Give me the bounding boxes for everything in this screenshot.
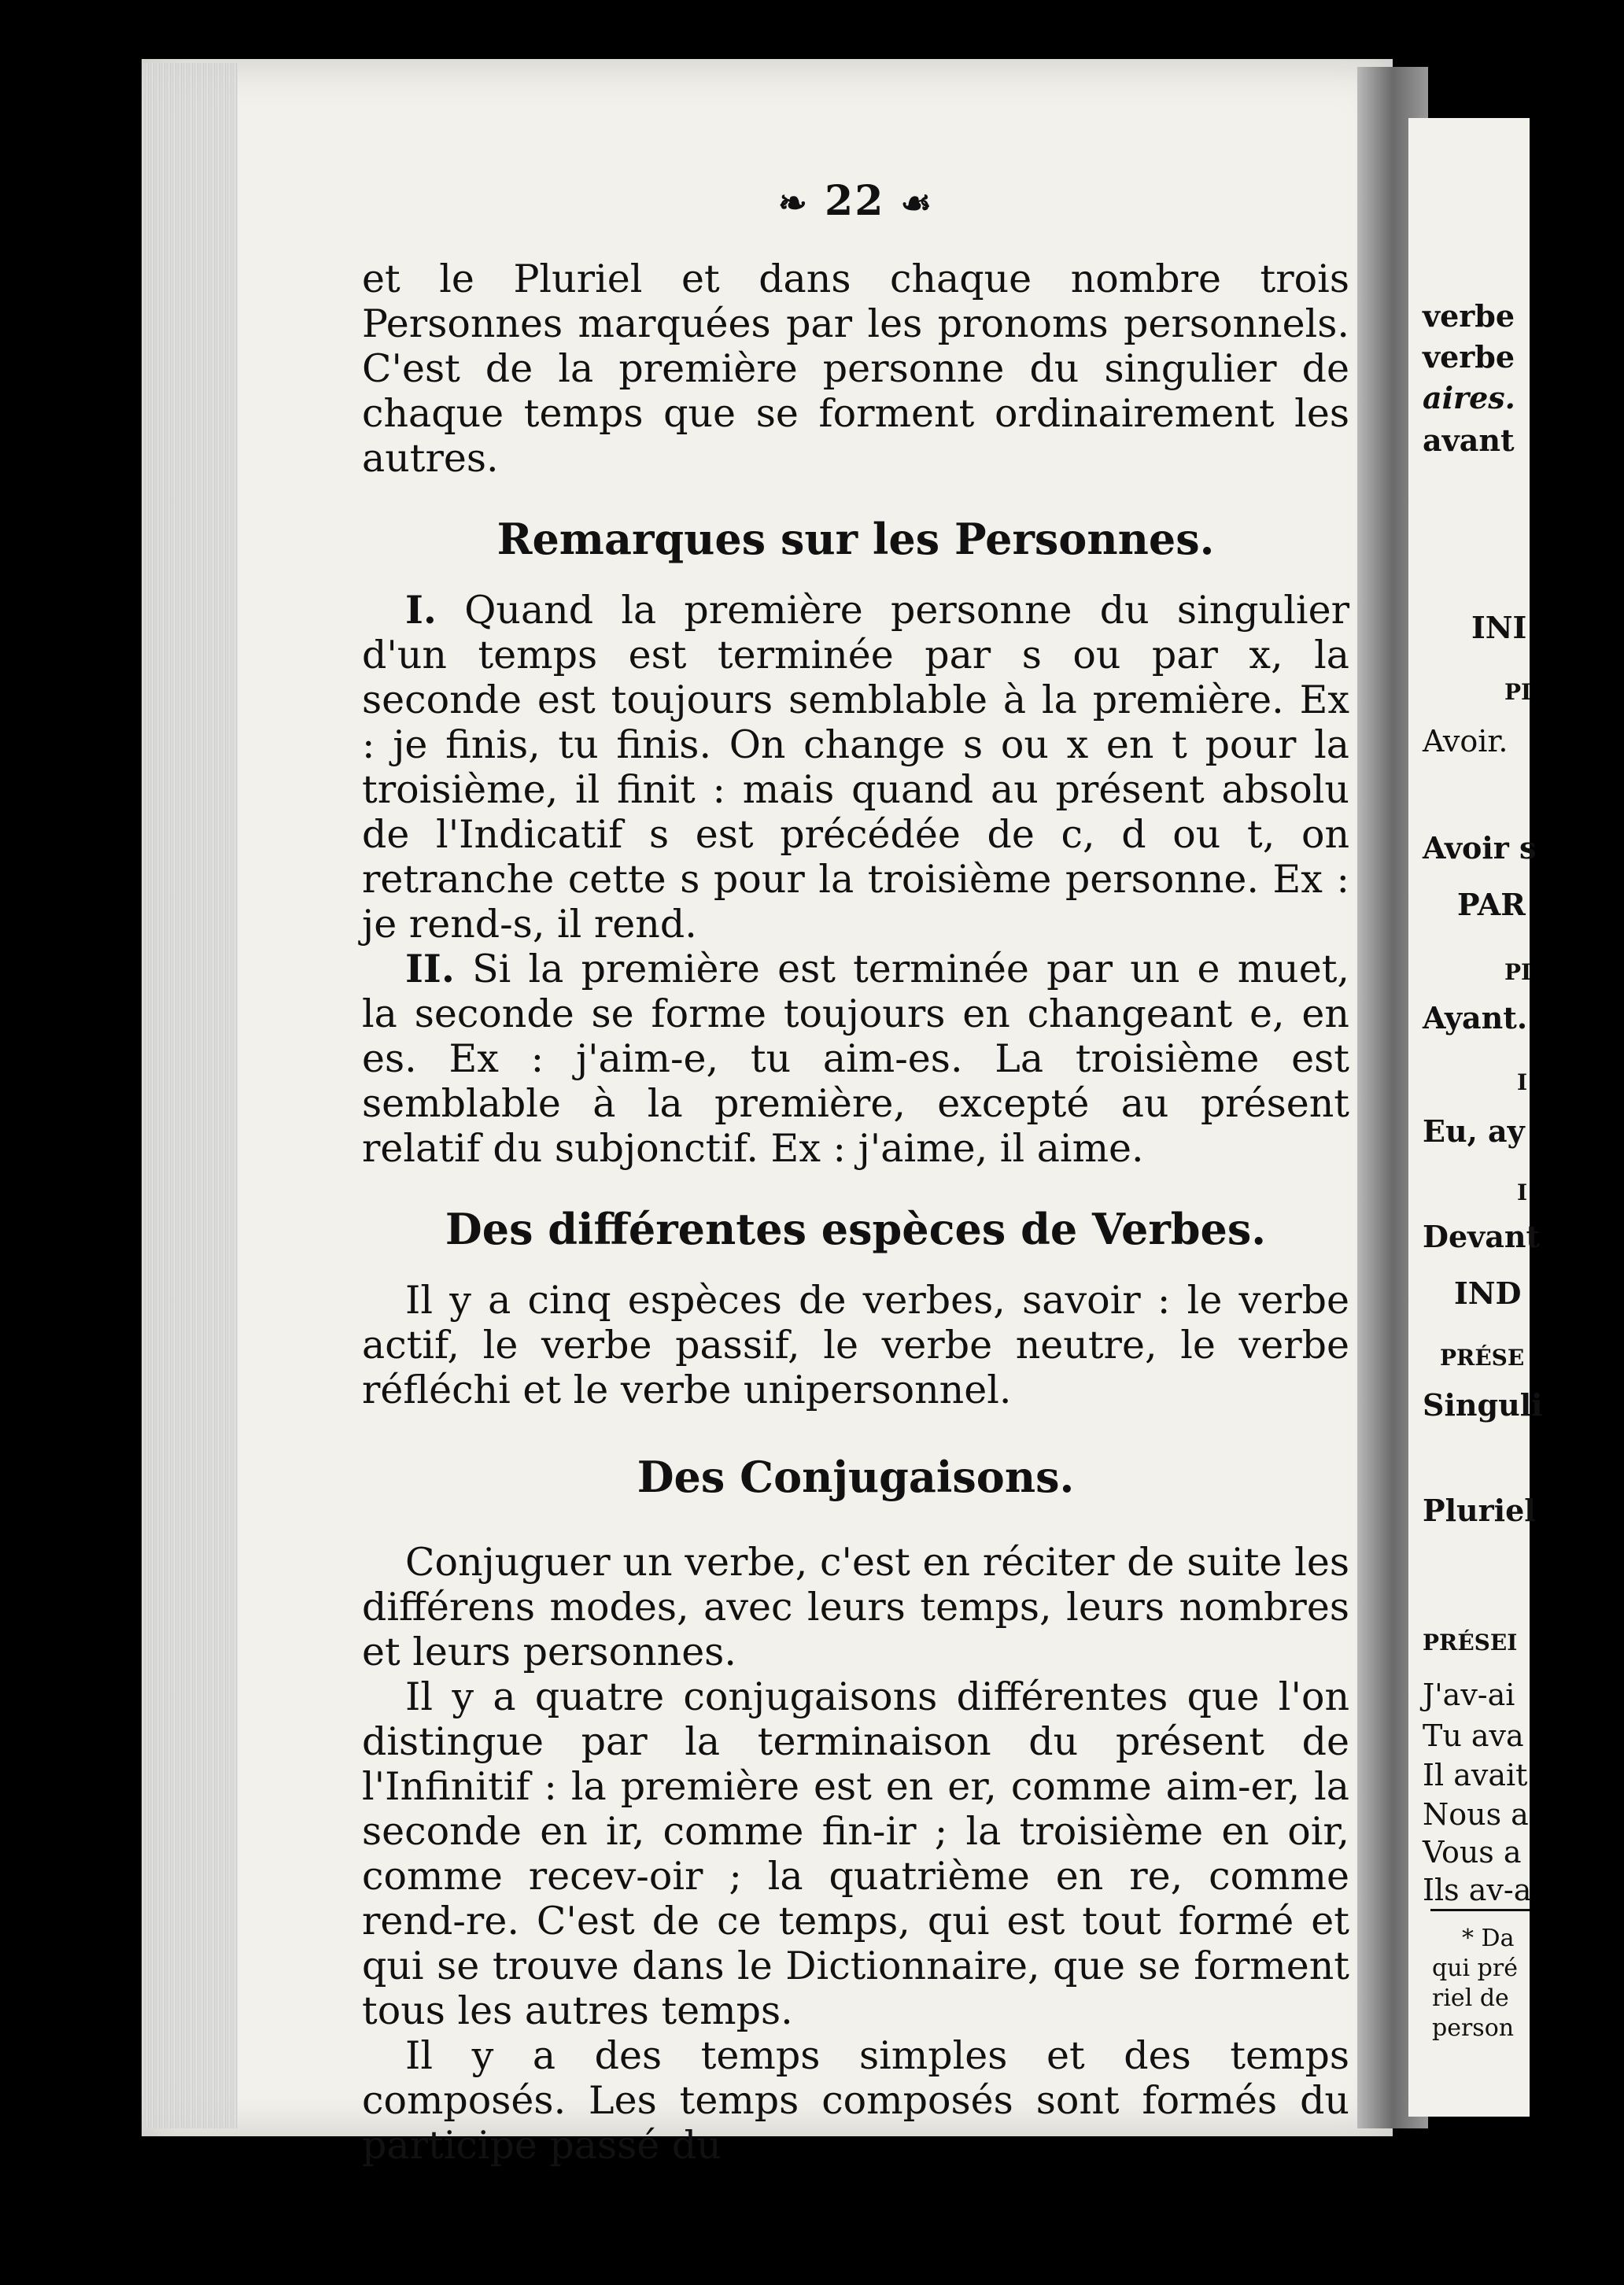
remark-2-number: II. (405, 946, 455, 991)
paragraph-intro: et le Pluriel et dans chaque nombre trois Personnes marquées par les pronoms personnels. C'est de la première personne du singulier de chaque temps que se forment ordinairement les autres. (362, 257, 1349, 481)
right-line-22: Tu ava (1423, 1718, 1524, 1753)
page-number: 22 (825, 177, 885, 225)
right-footnote-2: qui pré (1432, 1955, 1518, 1982)
right-line-23: Il avait (1423, 1758, 1528, 1792)
paragraph-conj-2: Il y a quatre conjugaisons différentes que l'on distingue par la terminaison du présent de l'Infinitif : la première est en er, comme aim-er, la seconde en ir, comme fin-ir ; la troisième en oir, comme recev-oir ; la quatrième en re, comme rend-re. C'est de ce temps, qui est tout formé et qui se trouve dans le Dictionnaire, que se forment tous les autres temps. (362, 1674, 1349, 2033)
right-line-15: Devant (1423, 1219, 1541, 1254)
page-edges (143, 63, 238, 2128)
right-line-8: Avoir s (1423, 830, 1537, 866)
right-line-1: verbe (1423, 298, 1515, 334)
right-line-10: PI (1504, 959, 1532, 985)
remark-1 (362, 588, 1349, 947)
remark-2-text: Si la première est terminée par un e muet, la seconde se forme toujours en changeant e, en es. Ex : j'aim-e, tu aim-es. La troisième est semblable à la première, excepté au présent relatif du subjonctif. Ex : j'aime, il aime. (362, 947, 1349, 1171)
remark-1-number: I. (405, 587, 437, 633)
right-line-5: INI (1471, 610, 1527, 645)
right-line-19: Pluriel (1423, 1493, 1536, 1528)
right-line-9: PAR (1457, 887, 1526, 922)
right-footnote-4: person (1432, 2014, 1515, 2042)
right-line-20: PRÉSEI (1423, 1630, 1518, 1656)
right-footnote-3: riel de (1432, 1984, 1509, 2012)
right-line-4: avant (1423, 423, 1515, 458)
ornament-right-icon: ☙ (900, 183, 933, 223)
right-line-6: PI (1504, 679, 1532, 705)
page-number-header (362, 177, 1349, 225)
right-line-18: Singuli (1423, 1387, 1543, 1423)
heading-personnes: Remarques sur les Personnes. (496, 514, 1215, 564)
right-line-12: I (1517, 1069, 1528, 1095)
right-line-11: Ayant. (1423, 1000, 1528, 1035)
footnote-rule (1430, 1909, 1530, 1911)
remark-1-text: Quand la première personne du singulier d'un temps est terminée par s ou par x, la seconde est toujours semblable à la première. Ex : je finis, tu finis. On change s ou x en t pour la troisième, il finit : mais quand au présent absolu de l'Indicatif s est précédée de c, d ou t, on retranche cette s pour la troisième personne. Ex : je rend-s, il rend. (362, 588, 1349, 947)
ornament-left-icon: ❧ (778, 183, 809, 223)
right-line-21: J'av-ai (1423, 1678, 1515, 1712)
right-line-17: PRÉSE (1440, 1345, 1525, 1371)
right-line-13: Eu, ay (1423, 1113, 1525, 1149)
heading-especes: Des différentes espèces de Verbes. (445, 1204, 1267, 1254)
paragraph-especes: Il y a cinq espèces de verbes, savoir : le verbe actif, le verbe passif, le verbe neutre, le verbe réfléchi et le verbe unipersonnel. (362, 1278, 1349, 1412)
right-line-2: verbe (1423, 339, 1515, 375)
paragraph-conj-3: Il y a des temps simples et des temps composés. Les temps composés sont formés du participe passé du (362, 2033, 1349, 2168)
right-footnote-1: * Da (1462, 1925, 1515, 1952)
right-line-7: Avoir. (1423, 724, 1508, 759)
right-line-26: Ils av-a (1423, 1873, 1532, 1907)
left-page-text (362, 177, 1349, 2168)
right-line-25: Vous a (1423, 1835, 1522, 1870)
right-line-3: aires. (1423, 380, 1515, 415)
right-line-24: Nous a (1423, 1797, 1529, 1832)
right-line-14: I (1517, 1179, 1528, 1205)
heading-conjugaisons: Des Conjugaisons. (637, 1452, 1075, 1502)
remark-2 (362, 947, 1349, 1171)
paragraph-conj-1: Conjuguer un verbe, c'est en réciter de suite les différens modes, avec leurs temps, leurs nombres et leurs personnes. (362, 1540, 1349, 1674)
right-line-16: IND (1454, 1275, 1522, 1311)
